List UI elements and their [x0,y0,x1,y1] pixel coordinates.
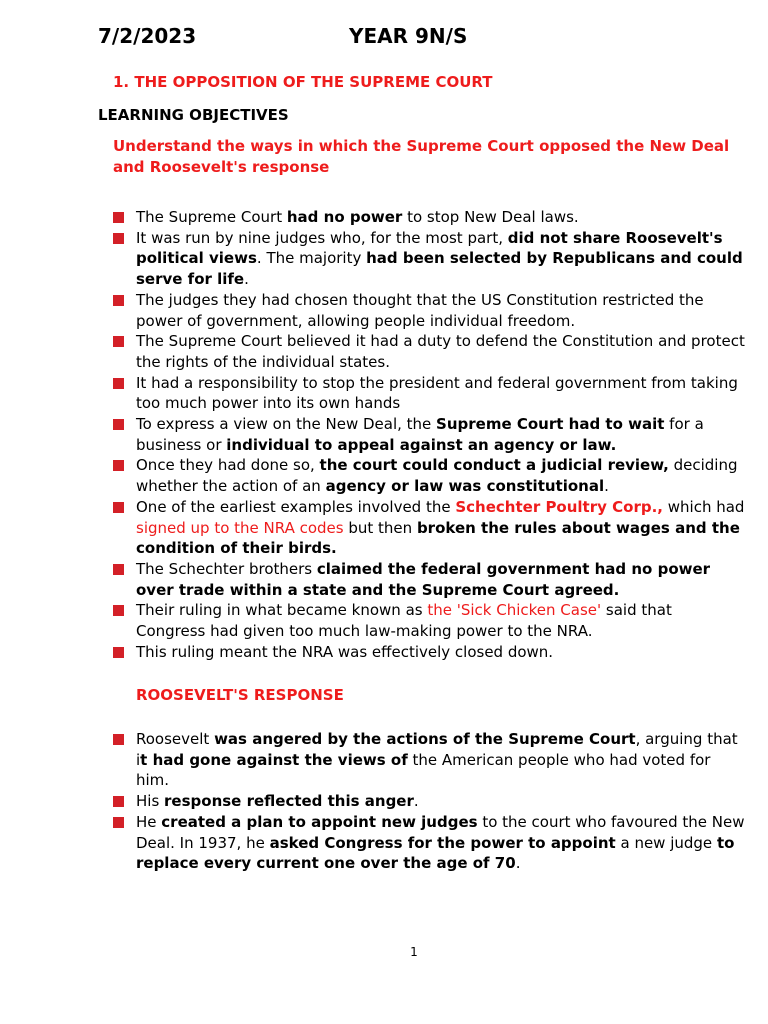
text-run: the 'Sick Chicken Case' [427,601,602,620]
text-run: agency or law was constitutional [325,477,605,496]
text-run: individual to appeal against an agency or law. [226,435,617,454]
text-run: broken the rules about wages and the condition of their birds. [136,518,740,558]
text-run: . [604,477,609,496]
text-run: t had gone against the views of [140,750,408,769]
list-item [113,414,745,455]
text-run: the American people who had voted for him. [136,750,711,790]
learning-objectives-label: LEARNING OBJECTIVES [98,106,289,124]
bullet-square-icon [113,564,124,575]
text-run: The Schechter brothers [136,559,317,578]
text-run: It was run by nine judges who, for the most part, [136,228,508,247]
bullet-square-icon [113,647,124,658]
list-item [113,331,745,372]
text-run: was angered by the actions of the Supreme Court [214,730,636,748]
text-run: for a business or [136,415,704,454]
list-item [113,791,745,812]
text-run: to stop New Deal laws. [402,208,579,226]
text-run: He [136,812,162,831]
text-run: deciding whether the action of an [136,456,738,496]
text-run: Supreme Court had to wait [436,415,665,434]
list-item [113,207,745,228]
text-run: His [136,792,165,811]
learning-objective: Understand the ways in which the Supreme Court opposed the New Deal and Roosevelt's response [113,137,730,176]
list-item [113,600,745,641]
list-item [113,455,745,496]
list-item [113,497,745,559]
text-run: This ruling meant the NRA was effectively closed down. [136,642,554,661]
page-number: 1 [410,945,418,959]
bullet-square-icon [113,796,124,807]
roosevelt-response-heading: ROOSEVELT'S RESPONSE [136,686,344,704]
text-run: asked Congress for the power to appoint [269,833,616,852]
list-item [113,373,745,414]
text-run: created a plan to appoint new judges [161,812,478,831]
text-run: Schechter Poultry Corp., [455,497,663,516]
text-run: to the court who favoured the New Deal. In 1937, he [136,812,745,852]
text-run: signed up to the NRA codes [136,518,344,537]
text-run: said that Congress had given too much law-making power to the NRA. [136,601,672,641]
text-run: , arguing that i [136,730,738,769]
text-run: did not share Roosevelt's political views [136,228,723,268]
text-run: . [244,270,249,289]
bullet-square-icon [113,295,124,306]
bullet-square-icon [113,378,124,389]
text-run: the court could conduct a judicial review, [319,456,669,475]
list-item [113,559,745,600]
text-run: a new judge [615,833,717,852]
header-class: YEAR 9N/S [349,24,468,48]
text-run: which had [662,497,745,516]
bullet-square-icon [113,212,124,223]
text-run: One of the earliest examples involved the [136,497,456,516]
text-run: To express a view on the New Deal, the [136,415,437,434]
text-run: to replace every current one over the age of 70 [136,833,735,873]
opposition-bullet-list [113,207,745,662]
text-run: . [413,792,419,811]
header-date: 7/2/2023 [98,24,197,48]
text-run: Their ruling in what became known as [136,601,428,620]
bullet-square-icon [113,817,124,828]
text-run: . [515,854,521,873]
bullet-square-icon [113,419,124,430]
list-item [113,642,745,663]
bullet-square-icon [113,336,124,347]
text-run: had no power [286,208,403,226]
text-run: The Supreme Court [136,208,287,226]
text-run: The judges they had chosen thought that the US Constitution restricted the power of government, allowing people individual freedom. [136,290,704,330]
bullet-square-icon [113,605,124,616]
text-run: It had a responsibility to stop the president and federal government from taking too much power into its own hands [136,373,738,413]
bullet-square-icon [113,502,124,513]
text-run: had been selected by Republicans and could serve for life [136,249,743,289]
text-run: Roosevelt [136,730,215,748]
list-item [113,290,745,331]
text-run: response reflected this anger [164,792,414,811]
bullet-square-icon [113,734,124,745]
bullet-square-icon [113,460,124,471]
section-title: 1. THE OPPOSITION OF THE SUPREME COURT [113,73,493,91]
response-bullet-list [113,729,745,874]
text-run: but then [343,518,417,537]
list-item [113,729,745,791]
text-run: The Supreme Court believed it had a duty to defend the Constitution and protect the rights of the individual states. [136,332,745,371]
text-run: . The majority [256,249,367,268]
list-item [113,228,745,290]
text-run: Once they had done so, [136,456,320,475]
bullet-square-icon [113,233,124,244]
text-run: claimed the federal government had no power over trade within a state and the Supreme Court agreed. [136,559,711,599]
list-item [113,812,745,874]
